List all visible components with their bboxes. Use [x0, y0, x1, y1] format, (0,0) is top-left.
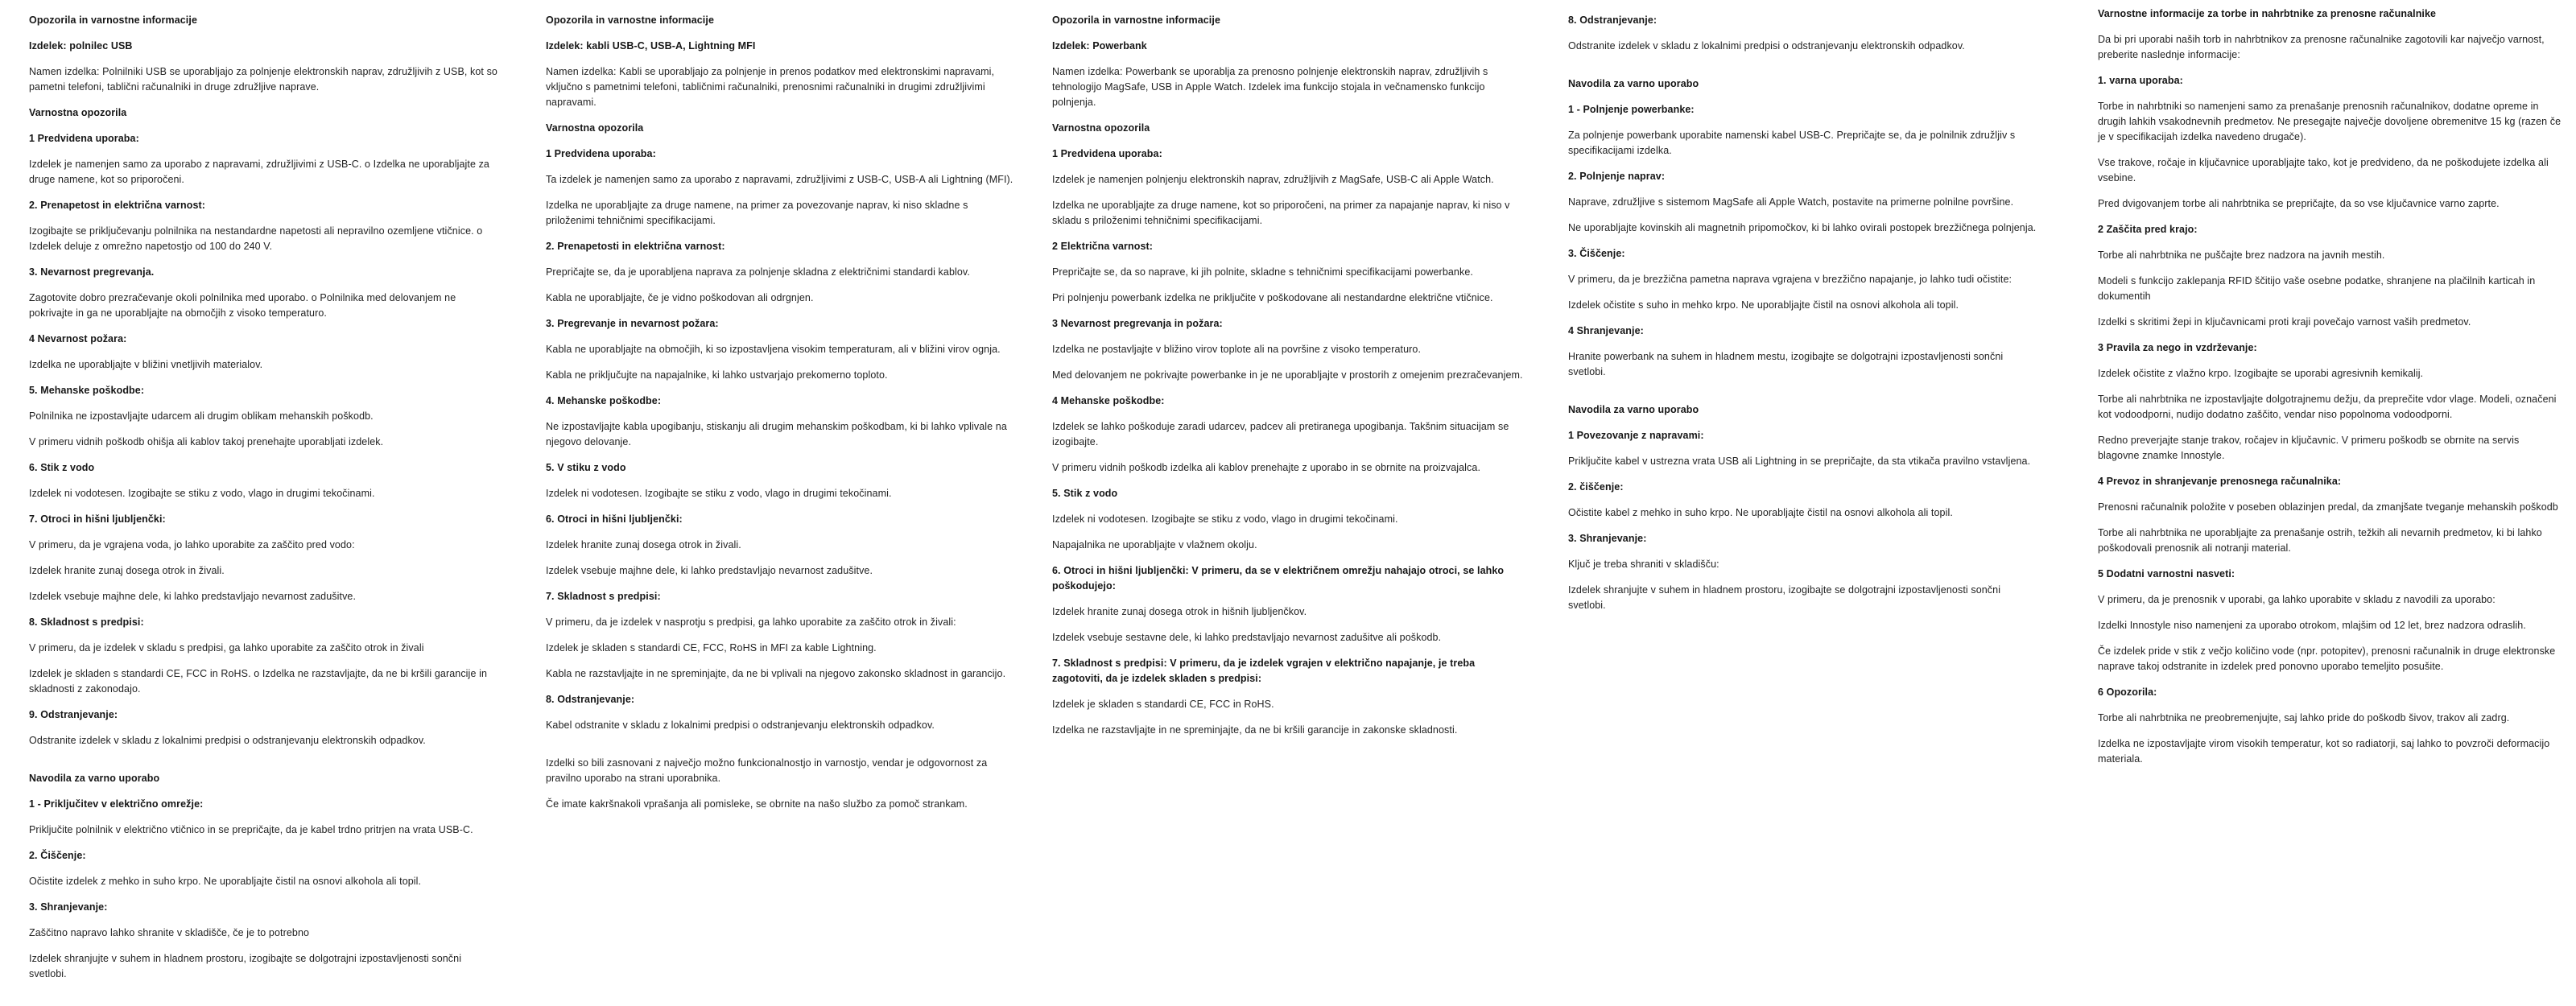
paragraph: Če izdelek pride v stik z večjo količino vode (npr. potopitev), prenosni računalnik in druge elektronske naprave takoj odstranite in izdelek pred ponovno uporabo temeljito posušite.	[2098, 645, 2556, 672]
paragraph: Namen izdelka: Powerbank se uporablja za prenosno polnjenje elektronskih naprav, združljivih s tehnologijo MagSafe, USB in Apple Watch. Izdelek ima funkcijo stojala in večnamensko funkcijo polnjenja.	[1052, 66, 1488, 108]
section-heading: 6. Otroci in hišni ljubljenčki: V primeru, da se v električnem omrežju nahajajo otroci, se lahko poškodujejo:	[1052, 565, 1505, 592]
paragraph: Zagotovite dobro prezračevanje okoli polnilnika med uporabo. o Polnilnika med delovanjem ne pokrivajte in ga ne uporabljajte na območjih z visoko temperaturo.	[29, 292, 456, 319]
paragraph: Izdelek hranite zunaj dosega otrok in živali.	[29, 565, 225, 576]
paragraph: Hranite powerbank na suhem in hladnem mestu, izogibajte se dolgotrajni izpostavljenosti sončni svetlobi.	[1568, 351, 2004, 377]
section-heading: Opozorila in varnostne informacije	[1052, 14, 1220, 26]
section-heading: Izdelek: kabli USB-C, USB-A, Lightning MFI	[546, 40, 756, 52]
paragraph: Priključite polnilnik v električno vtičnico in se prepričajte, da je kabel trdno pritrjen na vrata USB-C.	[29, 824, 473, 835]
paragraph: Kabel odstranite v skladu z lokalnimi predpisi o odstranjevanju elektronskih odpadkov.	[546, 719, 935, 731]
column-powerbank	[1052, 13, 1523, 748]
paragraph: Izdelka ne uporabljajte za druge namene, na primer za povezovanje naprav, ki niso skladne s priloženimi tehničnimi specifikacijami.	[546, 200, 968, 226]
section-heading: Varnostna opozorila	[1052, 122, 1150, 134]
section-heading: 1 Predvidena uporaba:	[1052, 148, 1162, 159]
paragraph: Ključ je treba shraniti v skladišču:	[1568, 559, 1719, 570]
paragraph: Med delovanjem ne pokrivajte powerbanke in je ne uporabljajte v prostorih z omejenim prezračevanjem.	[1052, 369, 1523, 381]
section-heading: 3. Nevarnost pregrevanja.	[29, 266, 155, 278]
column-usb-charger	[29, 13, 500, 992]
paragraph: V primeru, da je izdelek v nasprotju s predpisi, ga lahko uporabite za zaščito otrok in živali:	[546, 616, 956, 628]
paragraph: Izdelek ni vodotesen. Izogibajte se stiku z vodo, vlago in drugimi tekočinami.	[29, 488, 375, 499]
paragraph: Izdelek vsebuje majhne dele, ki lahko predstavljajo nevarnost zadušitve.	[546, 565, 873, 576]
paragraph: Izdelka ne postavljajte v bližino virov toplote ali na površine z visoko temperaturo.	[1052, 344, 1422, 355]
section-heading: 2 Električna varnost:	[1052, 241, 1154, 252]
paragraph: Zaščitno napravo lahko shranite v skladišče, če je to potrebno	[29, 927, 310, 938]
paragraph: Izdelki s skritimi žepi in ključavnicami proti kraji povečajo varnost vaših predmetov.	[2098, 316, 2471, 328]
section-heading: Varnostna opozorila	[546, 122, 644, 134]
section-heading: 5. Mehanske poškodbe:	[29, 385, 145, 396]
column-cables	[546, 13, 1017, 823]
section-heading: Opozorila in varnostne informacije	[29, 14, 197, 26]
paragraph: V primeru, da je brezžična pametna naprava vgrajena v brezžično napajanje, jo lahko tudi očistite:	[1568, 274, 2013, 285]
paragraph: Ne uporabljajte kovinskih ali magnetnih pripomočkov, ki bi lahko ovirali postopek brezžičnega polnjenja.	[1568, 222, 2037, 233]
section-heading: 6 Opozorila:	[2098, 686, 2157, 698]
section-heading: Izdelek: Powerbank	[1052, 40, 1147, 52]
section-heading: 1 - Polnjenje powerbanke:	[1568, 104, 1695, 115]
paragraph: Priključite kabel v ustrezna vrata USB ali Lightning in se prepričajte, da sta vtikača pravilno vstavljena.	[1568, 456, 2031, 467]
section-heading: 7. Skladnost s predpisi:	[546, 591, 661, 602]
paragraph: Izdelek je skladen s standardi CE, FCC, RoHS in MFI za kable Lightning.	[546, 642, 877, 653]
section-heading: 2. Prenapetost in električna varnost:	[29, 200, 206, 211]
section-heading: 3 Nevarnost pregrevanja in požara:	[1052, 318, 1223, 329]
paragraph: Prepričajte se, da je uporabljena naprava za polnjenje skladna z električnimi standardi kablov.	[546, 266, 970, 278]
paragraph: Izdelka ne izpostavljajte virom visokih temperatur, kot so radiatorji, saj lahko to povzroči deformacijo materiala.	[2098, 738, 2550, 765]
section-heading: Navodila za varno uporabo	[1568, 404, 1699, 415]
section-heading: 1 Predvidena uporaba:	[29, 133, 139, 144]
paragraph: Za polnjenje powerbank uporabite namenski kabel USB-C. Prepričajte se, da je polnilnik združljiv s specifikacijami izdelka.	[1568, 130, 2016, 156]
section-heading: Varnostna opozorila	[29, 107, 127, 118]
paragraph: Da bi pri uporabi naših torb in nahrbtnikov za prenosne računalnike zagotovili kar največjo varnost, preberite naslednje informacije:	[2098, 34, 2545, 60]
paragraph: Odstranite izdelek v skladu z lokalnimi predpisi o odstranjevanju elektronskih odpadkov.	[29, 735, 426, 746]
section-heading: 1. varna uporaba:	[2098, 75, 2183, 86]
paragraph: Izdelek je skladen s standardi CE, FCC in RoHS. o Izdelka ne razstavljajte, da ne bi kršili garancije in skladnosti z zakonodajo.	[29, 668, 487, 695]
paragraph: Torbe ali nahrbtnika ne uporabljajte za prenašanje ostrih, težkih ali nevarnih predmetov, ki bi lahko poškodovali prenosnik ali notranji material.	[2098, 527, 2542, 554]
paragraph: Izdelek ni vodotesen. Izogibajte se stiku z vodo, vlago in drugimi tekočinami.	[1052, 513, 1398, 525]
section-heading: 4 Prevoz in shranjevanje prenosnega računalnika:	[2098, 476, 2342, 487]
paragraph: Izdelka ne uporabljajte v bližini vnetljivih materialov.	[29, 359, 263, 370]
paragraph: Naprave, združljive s sistemom MagSafe ali Apple Watch, postavite na primerne polnilne površine.	[1568, 196, 2014, 208]
section-heading: Izdelek: polnilec USB	[29, 40, 133, 52]
section-heading: 2. Čiščenje:	[29, 850, 86, 861]
paragraph: Namen izdelka: Polnilniki USB se uporabljajo za polnjenje elektronskih naprav, združljivih z USB, kot so pametni telefoni, tablični računalniki in druge združljive naprave.	[29, 66, 497, 93]
paragraph: Izdelki Innostyle niso namenjeni za uporabo otrokom, mlajšim od 12 let, brez nadzora odraslih.	[2098, 620, 2526, 631]
paragraph: Polnilnika ne izpostavljajte udarcem ali drugim oblikam mehanskih poškodb.	[29, 410, 374, 422]
section-heading: 5. Stik z vodo	[1052, 488, 1118, 499]
paragraph: Če imate kakršnakoli vprašanja ali pomisleke, se obrnite na našo službo za pomoč strankam.	[546, 798, 968, 810]
section-heading: 6. Stik z vodo	[29, 462, 95, 473]
section-heading: 6. Otroci in hišni ljubljenčki:	[546, 513, 683, 525]
section-heading: 4 Nevarnost požara:	[29, 333, 127, 344]
section-heading: 8. Odstranjevanje:	[546, 694, 635, 705]
paragraph: Ne izpostavljajte kabla upogibanju, stiskanju ali drugim mehanskim poškodbam, ki bi lahko vplivale na njegovo delovanje.	[546, 421, 1007, 447]
paragraph: Izdelka ne razstavljajte in ne spreminjajte, da ne bi kršili garancije in zakonske skladnosti.	[1052, 724, 1458, 736]
paragraph: Izdelek očistite z vlažno krpo. Izogibajte se uporabi agresivnih kemikalij.	[2098, 368, 2424, 379]
paragraph: Prenosni računalnik položite v poseben oblazinjen predal, da zmanjšate tveganje mehanskih poškodb	[2098, 501, 2558, 513]
paragraph: Torbe ali nahrbtnika ne izpostavljajte dolgotrajnemu dežju, da preprečite vdor vlage. Modeli, označeni kot vodoodporni, nudijo dodatno zaščito, vendar niso popolnoma vodoodporni.	[2098, 394, 2557, 420]
paragraph: Očistite izdelek z mehko in suho krpo. Ne uporabljajte čistil na osnovi alkohola ali topil.	[29, 876, 422, 887]
paragraph: Kabla ne uporabljajte, če je vidno poškodovan ali odrgnjen.	[546, 292, 814, 303]
paragraph: Odstranite izdelek v skladu z lokalnimi predpisi o odstranjevanju elektronskih odpadkov.	[1568, 40, 1965, 52]
paragraph: Izdelek hranite zunaj dosega otrok in hišnih ljubljenčkov.	[1052, 606, 1307, 617]
section-heading: 4. Mehanske poškodbe:	[546, 395, 662, 406]
paragraph: Pri polnjenju powerbank izdelka ne priključite v poškodovane ali nestandardne električne vtičnice.	[1052, 292, 1493, 303]
paragraph: Torbe ali nahrbtnika ne puščajte brez nadzora na javnih mestih.	[2098, 249, 2385, 261]
paragraph: Izdelek vsebuje sestavne dele, ki lahko predstavljajo nevarnost zadušitve ali poškodb.	[1052, 632, 1442, 643]
paragraph: Očistite kabel z mehko in suho krpo. Ne uporabljajte čistil na osnovi alkohola ali topil.	[1568, 507, 1953, 518]
paragraph: Izdelek je namenjen samo za uporabo z napravami, združljivimi z USB-C. o Izdelka ne uporabljajte za druge namene, kot so priporočeni.	[29, 159, 489, 185]
paragraph: Izdelek se lahko poškoduje zaradi udarcev, padcev ali pretiranega upogibanja. Takšnim situacijam se izogibajte.	[1052, 421, 1509, 447]
section-heading: 3 Pravila za nego in vzdrževanje:	[2098, 342, 2257, 353]
paragraph: V primeru vidnih poškodb izdelka ali kablov prenehajte z uporabo in se obrnite na proizvajalca.	[1052, 462, 1481, 473]
paragraph: Pred dvigovanjem torbe ali nahrbtnika se prepričajte, da so vse ključavnice varno zaprte.	[2098, 198, 2500, 209]
paragraph: Ta izdelek je namenjen samo za uporabo z napravami, združljivimi z USB-C, USB-A ali Lightning (MFI).	[546, 174, 1013, 185]
paragraph: Izdelek je skladen s standardi CE, FCC in RoHS.	[1052, 699, 1274, 710]
section-heading: 2. čiščenje:	[1568, 481, 1624, 493]
section-heading: 1 Povezovanje z napravami:	[1568, 430, 1704, 441]
paragraph: Kabla ne uporabljajte na območjih, ki so izpostavljena visokim temperaturam, ali v bližini virov ognja.	[546, 344, 1001, 355]
section-heading: 2. Prenapetosti in električna varnost:	[546, 241, 725, 252]
paragraph: Prepričajte se, da so naprave, ki jih polnite, skladne s tehničnimi specifikacijami powerbanke.	[1052, 266, 1473, 278]
paragraph: Kabla ne priključujte na napajalnike, ki lahko ustvarjajo prekomerno toploto.	[546, 369, 888, 381]
paragraph: Napajalnika ne uporabljajte v vlažnem okolju.	[1052, 539, 1257, 550]
paragraph: Izdelek vsebuje majhne dele, ki lahko predstavljajo nevarnost zadušitve.	[29, 591, 357, 602]
paragraph: Vse trakove, ročaje in ključavnice uporabljajte tako, kot je predvideno, da ne poškodujete izdelka ali vsebine.	[2098, 157, 2549, 183]
section-heading: 4 Shranjevanje:	[1568, 325, 1644, 336]
paragraph: V primeru, da je prenosnik v uporabi, ga lahko uporabite v skladu z navodili za uporabo:	[2098, 594, 2496, 605]
paragraph: V primeru vidnih poškodb ohišja ali kablov takoj prenehajte uporabljati izdelek.	[29, 436, 384, 447]
section-heading: 7. Skladnost s predpisi: V primeru, da je izdelek vgrajen v električno napajanje, je treba zagotoviti, da je izdelek skladen s predpisi:	[1052, 658, 1476, 684]
section-heading: 3. Pregrevanje in nevarnost požara:	[546, 318, 719, 329]
section-heading: 1 Predvidena uporaba:	[546, 148, 656, 159]
paragraph: Izdelek hranite zunaj dosega otrok in živali.	[546, 539, 741, 550]
paragraph: Izdelki so bili zasnovani z največjo možno funkcionalnostjo in varnostjo, vendar je odgovornost za pravilno uporabo na strani uporabnika.	[546, 757, 988, 784]
paragraph: Torbe ali nahrbtnika ne preobremenjujte, saj lahko pride do poškodb šivov, trakov ali zadrg.	[2098, 712, 2510, 724]
section-heading: Navodila za varno uporabo	[1568, 78, 1699, 89]
paragraph: Izogibajte se priključevanju polnilnika na nestandardne napetosti ali nepravilno ozemljene vtičnice. o Izdelek deluje z omrežno napetostjo od 100 do 240 V.	[29, 225, 483, 252]
section-heading: 4 Mehanske poškodbe:	[1052, 395, 1165, 406]
paragraph: Modeli s funkcijo zaklepanja RFID ščitijo vaše osebne podatke, shranjene na plačilnih karticah in dokumentih	[2098, 275, 2536, 302]
paragraph: Izdelek ni vodotesen. Izogibajte se stiku z vodo, vlago in drugimi tekočinami.	[546, 488, 892, 499]
paragraph: Redno preverjajte stanje trakov, ročajev in ključavnic. V primeru poškodb se obrnite na servis blagovne znamke Innostyle.	[2098, 435, 2520, 461]
section-heading: 2 Zaščita pred krajo:	[2098, 224, 2198, 235]
paragraph: Torbe in nahrbtniki so namenjeni samo za prenašanje prenosnih računalnikov, dodatne opreme in drugih lahkih vsakodnevnih predmetov. Ne presegajte največje dovoljene obremenitve 15 kg (razen če je v specifikacijah izdelka navedeno drugače).	[2098, 101, 2562, 142]
paragraph: V primeru, da je izdelek v skladu s predpisi, ga lahko uporabite za zaščito otrok in živali	[29, 642, 424, 653]
section-heading: 2. Polnjenje naprav:	[1568, 171, 1666, 182]
column-laptop-bags	[2098, 6, 2563, 777]
section-heading: Navodila za varno uporabo	[29, 773, 160, 784]
paragraph: Namen izdelka: Kabli se uporabljajo za polnjenje in prenos podatkov med elektronskimi napravami, vključno s pametnimi telefoni, tabličnimi računalniki, prenosnimi računalniki in drugimi združljivimi napravami.	[546, 66, 995, 108]
section-heading: 9. Odstranjevanje:	[29, 709, 118, 720]
section-heading: Varnostne informacije za torbe in nahrbtnike za prenosne računalnike	[2098, 8, 2437, 19]
paragraph: Izdelek shranjujte v suhem in hladnem prostoru, izogibajte se dolgotrajni izpostavljenosti sončni svetlobi.	[1568, 584, 2001, 611]
paragraph: V primeru, da je vgrajena voda, jo lahko uporabite za zaščito pred vodo:	[29, 539, 355, 550]
section-heading: 3. Čiščenje:	[1568, 248, 1625, 259]
section-heading: Opozorila in varnostne informacije	[546, 14, 714, 26]
paragraph: Izdelek je namenjen polnjenju elektronskih naprav, združljivih z MagSafe, USB-C ali Apple Watch.	[1052, 174, 1494, 185]
section-heading: 8. Odstranjevanje:	[1568, 14, 1657, 26]
paragraph: Izdelek shranjujte v suhem in hladnem prostoru, izogibajte se dolgotrajni izpostavljenosti sončni svetlobi.	[29, 953, 462, 979]
paragraph: Kabla ne razstavljajte in ne spreminjajte, da ne bi vplivali na njegovo zakonsko skladnost in garancijo.	[546, 668, 1006, 679]
section-heading: 3. Shranjevanje:	[29, 901, 108, 913]
section-heading: 1 - Priključitev v električno omrežje:	[29, 798, 204, 810]
section-heading: 3. Shranjevanje:	[1568, 533, 1647, 544]
section-heading: 7. Otroci in hišni ljubljenčki:	[29, 513, 166, 525]
section-heading: 5. V stiku z vodo	[546, 462, 626, 473]
paragraph: Izdelek očistite s suho in mehko krpo. Ne uporabljajte čistil na osnovi alkohola ali topil.	[1568, 299, 1959, 311]
section-heading: 5 Dodatni varnostni nasveti:	[2098, 568, 2235, 579]
section-heading: 8. Skladnost s predpisi:	[29, 616, 144, 628]
column-powerbank-usage	[1568, 13, 2039, 624]
paragraph: Izdelka ne uporabljajte za druge namene, kot so priporočeni, na primer za napajanje naprav, ki niso v skladu s priloženimi tehničnimi specifikacijami.	[1052, 200, 1510, 226]
